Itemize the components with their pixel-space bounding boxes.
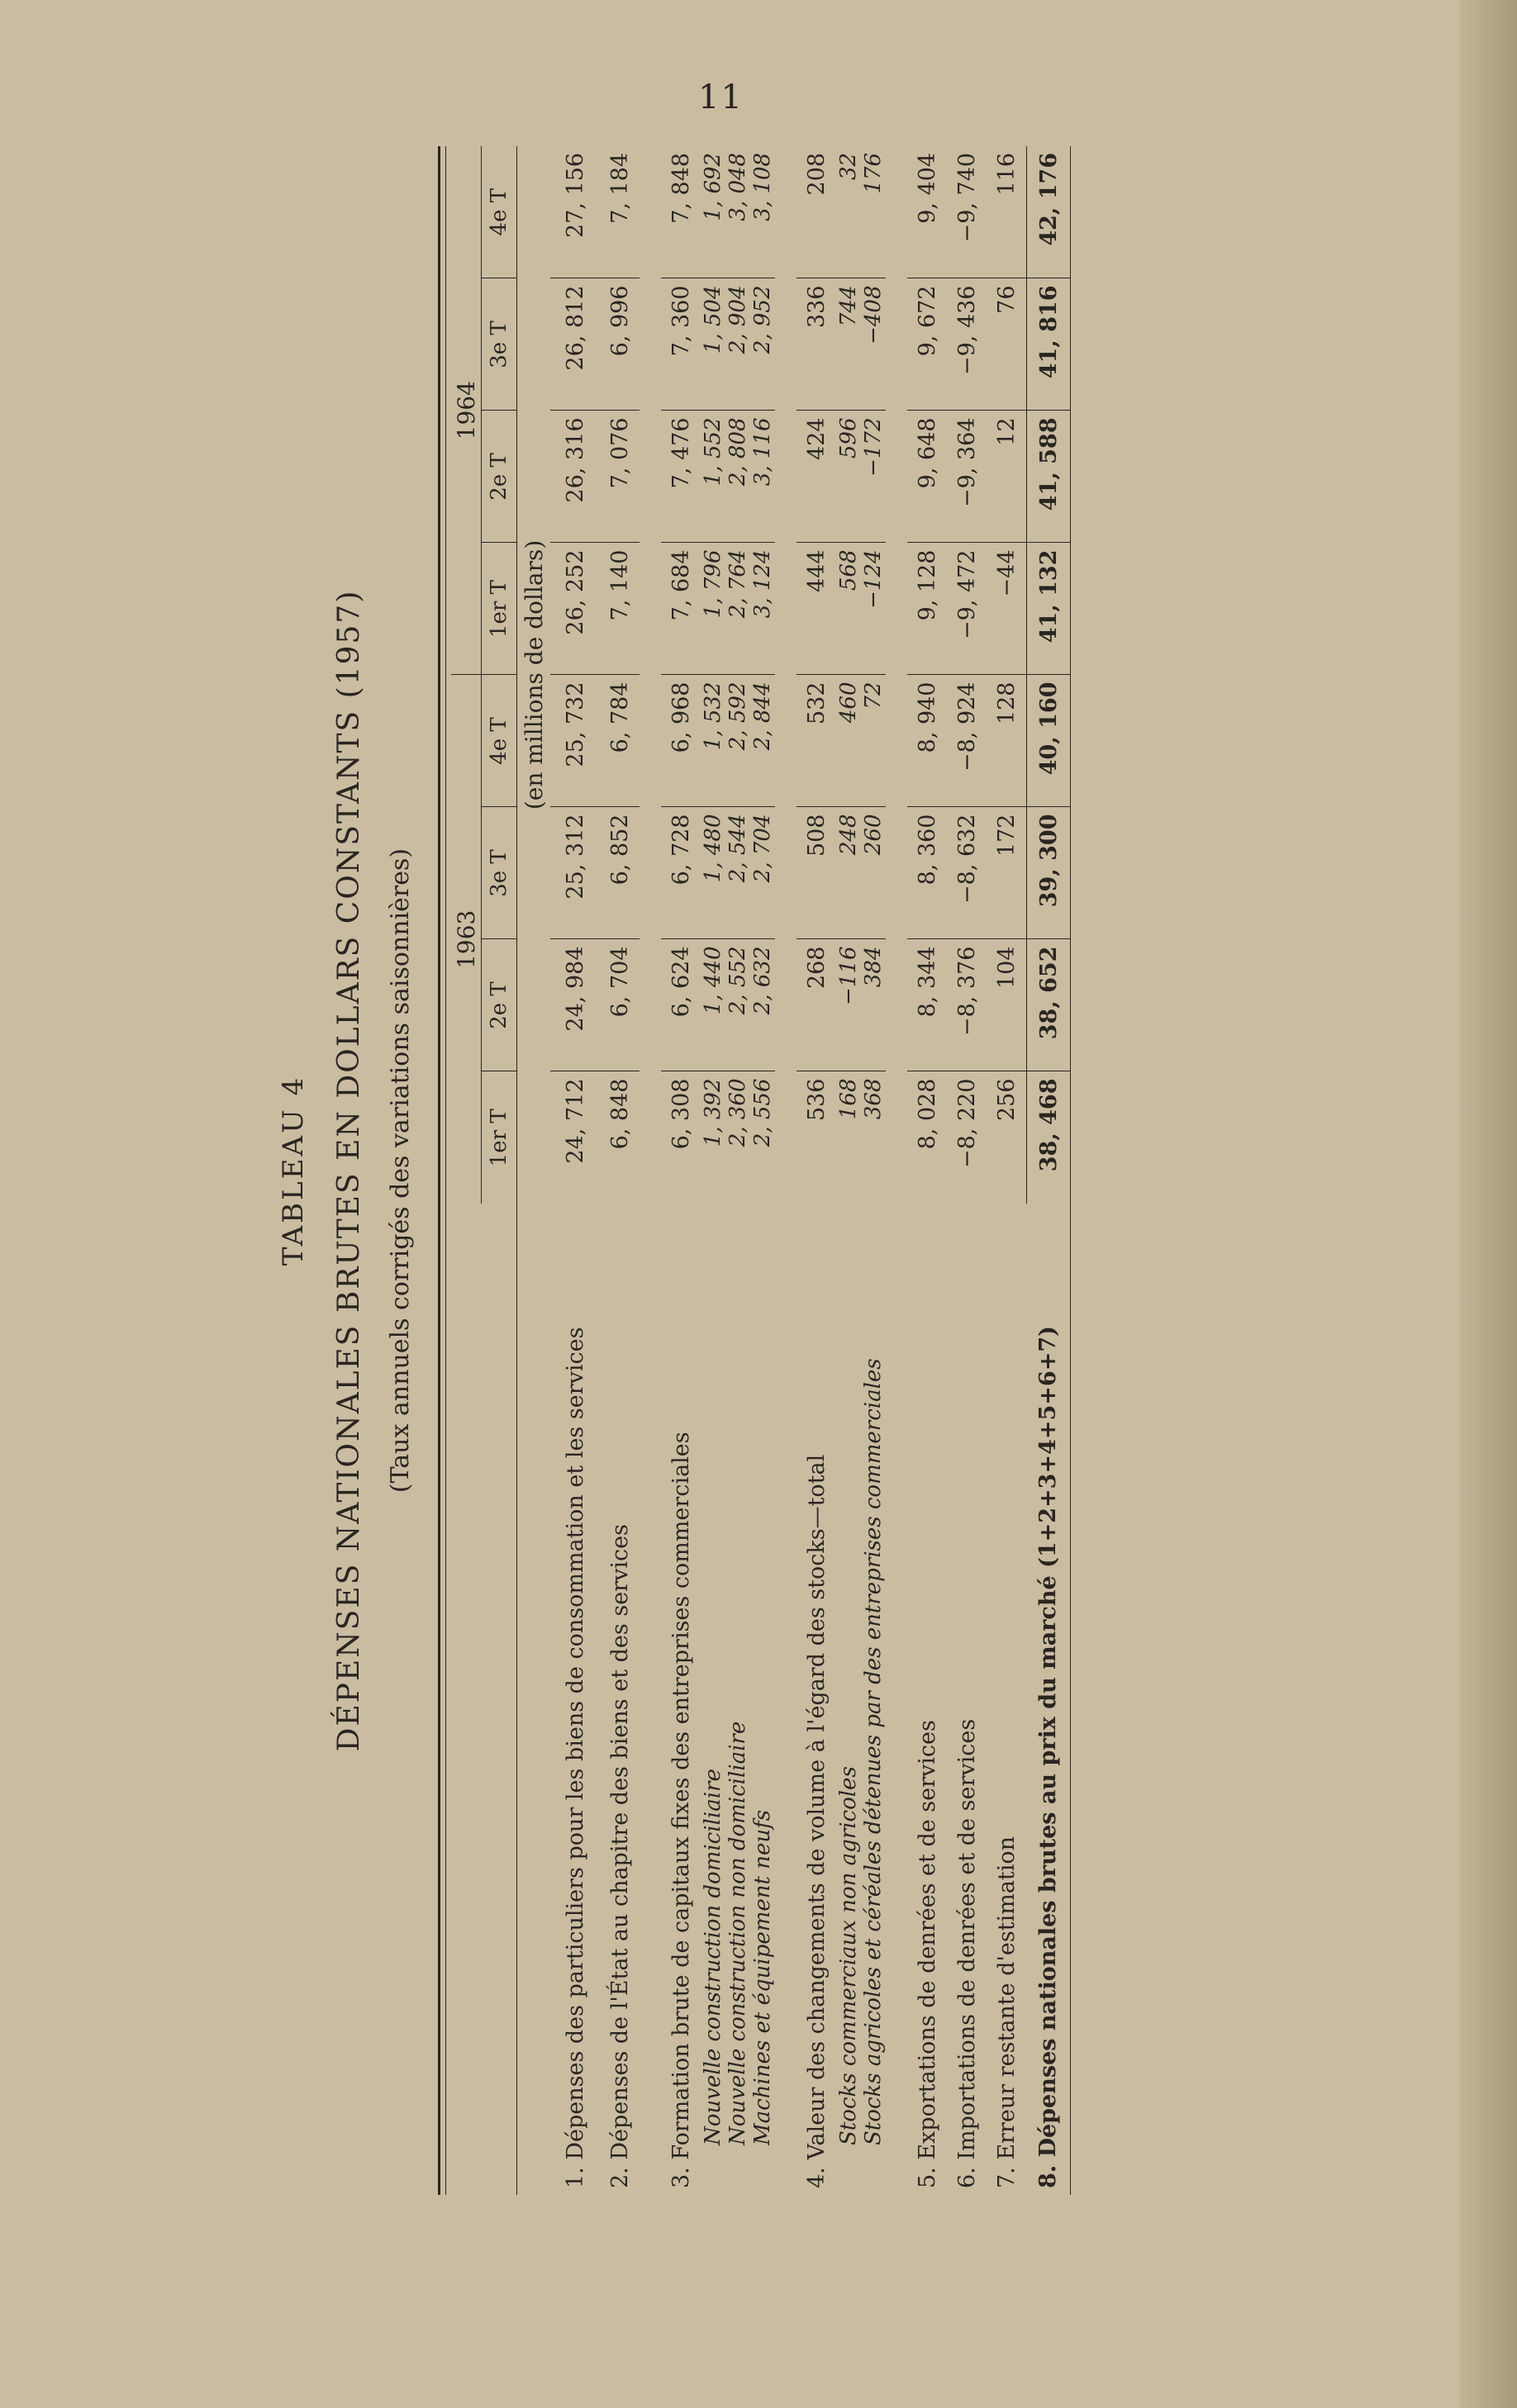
cell: 7, 684 [661, 543, 701, 675]
cell: 8, 344 [907, 939, 947, 1071]
cell: 6, 848 [606, 1078, 633, 1150]
cell: 9, 672 [907, 278, 947, 411]
cell: 26, 252 [550, 543, 600, 675]
cell: 508 [797, 807, 836, 939]
row-label-total: 8. Dépenses nationales brutes au prix du marché (1+2+3+4+5+6+7) [1035, 1326, 1062, 2188]
cell: −124 [861, 543, 886, 675]
table-row [661, 146, 701, 2195]
cell: 72 [861, 675, 886, 807]
cell: 1, 440 [701, 939, 725, 1071]
cell: 3, 116 [750, 411, 775, 543]
year-1964: 1964 [451, 146, 482, 675]
cell: −9, 436 [947, 278, 987, 411]
cell: 26, 316 [550, 411, 600, 543]
year-header-row [451, 146, 482, 2195]
cell: −8, 632 [947, 807, 987, 939]
row-label: Stocks agricoles et céréales détenues par des entreprises commerciales [861, 1358, 886, 2145]
row-label: 3. Formation brute de capitaux fixes des entreprises commerciales [668, 1432, 694, 2188]
cell: 268 [797, 939, 836, 1071]
cell: −9, 364 [947, 411, 987, 543]
cell: 9, 128 [907, 543, 947, 675]
cell: 12 [987, 411, 1027, 543]
cell: 2, 632 [750, 939, 775, 1071]
page-number: 11 [698, 78, 744, 116]
table-title: DÉPENSES NATIONALES BRUTES EN DOLLARS CONSTANTS (1957) [332, 589, 366, 1752]
cell: 76 [987, 278, 1027, 411]
cell: 1, 480 [701, 807, 725, 939]
cell: 128 [987, 675, 1027, 807]
quarter-header: 4e T [482, 675, 517, 807]
cell: 116 [987, 146, 1027, 278]
cell: 8, 360 [907, 807, 947, 939]
table-row-sub [701, 146, 725, 2195]
cell: 2, 592 [725, 675, 750, 807]
table-row [550, 146, 600, 2195]
cell: 24, 984 [550, 939, 600, 1071]
cell: −8, 924 [947, 675, 987, 807]
cell: 532 [797, 675, 836, 807]
cell: 336 [797, 278, 836, 411]
cell: 1, 692 [701, 146, 725, 278]
bottom-rule [1071, 146, 1075, 2195]
table-row [947, 146, 987, 2195]
cell: 27, 156 [550, 146, 600, 278]
cell: −172 [861, 411, 886, 543]
cell: 2, 552 [725, 939, 750, 1071]
cell: 1, 532 [701, 675, 725, 807]
cell: 424 [797, 411, 836, 543]
cell: 176 [861, 146, 886, 278]
quarter-header: 3e T [482, 807, 517, 939]
table-subtitle: (Taux annuels corrigés des variations saisonnières) [386, 848, 415, 1494]
quarter-header: 4e T [482, 146, 517, 278]
cell: −44 [987, 543, 1027, 675]
cell: 7, 076 [600, 411, 640, 543]
cell: 8, 028 [914, 1078, 940, 1150]
cell: −9, 472 [947, 543, 987, 675]
cell: 2, 764 [725, 543, 750, 675]
cell: 25, 732 [550, 675, 600, 807]
cell: 6, 308 [668, 1078, 694, 1150]
cell: 26, 812 [550, 278, 600, 411]
row-label: Machines et équipement neufs [750, 1809, 775, 2145]
cell: 384 [861, 939, 886, 1071]
quarter-header: 1er T [482, 543, 517, 675]
cell: −116 [836, 939, 861, 1071]
units-label: (en millions de dollars) [520, 539, 548, 810]
cell: −8, 376 [947, 939, 987, 1071]
cell: 8, 940 [907, 675, 947, 807]
cell: 568 [836, 543, 861, 675]
cell: 1, 392 [701, 1078, 725, 1147]
cell: 168 [836, 1078, 861, 1120]
cell: 248 [836, 807, 861, 939]
cell: 7, 360 [661, 278, 701, 411]
cell-total: 39, 300 [1027, 807, 1071, 939]
cell: 9, 404 [907, 146, 947, 278]
table-row-sub [725, 146, 750, 2195]
data-table [438, 146, 1074, 2195]
cell-total: 42, 176 [1027, 146, 1071, 278]
units-row [517, 146, 551, 2195]
row-label: Nouvelle construction non domiciliaire [725, 1721, 750, 2145]
cell: 25, 312 [550, 807, 600, 939]
cell: 536 [803, 1078, 830, 1122]
cell: 2, 952 [750, 278, 775, 411]
cell-total: 40, 160 [1027, 675, 1071, 807]
cell: 2, 360 [725, 1078, 750, 1147]
cell: 6, 704 [600, 939, 640, 1071]
cell: 2, 544 [725, 807, 750, 939]
table-row-sub [861, 146, 886, 2195]
cell: 7, 476 [661, 411, 701, 543]
cell: −408 [861, 278, 886, 411]
cell: 260 [861, 807, 886, 939]
row-label: 7. Erreur restante d'estimation [993, 1836, 1020, 2188]
year-1963: 1963 [451, 675, 482, 1204]
cell: 6, 852 [600, 807, 640, 939]
cell: −9, 740 [947, 146, 987, 278]
row-label: 4. Valeur des changements de volume à l'égard des stocks—total [803, 1454, 830, 2188]
table-row [987, 146, 1027, 2195]
row-label: 6. Importations de denrées et de services [953, 1718, 980, 2188]
cell: 6, 624 [661, 939, 701, 1071]
cell: 104 [987, 939, 1027, 1071]
cell: 1, 504 [701, 278, 725, 411]
cell: 596 [836, 411, 861, 543]
quarter-header: 1er T [482, 1071, 517, 1204]
cell: 3, 048 [725, 146, 750, 278]
cell: 6, 968 [661, 675, 701, 807]
quarter-header: 3e T [482, 278, 517, 411]
cell: 2, 808 [725, 411, 750, 543]
cell: 2, 844 [750, 675, 775, 807]
table-row [907, 146, 947, 2195]
quarter-header: 2e T [482, 939, 517, 1071]
row-label: 1. Dépenses des particuliers pour les biens de consommation et les services [562, 1327, 588, 2188]
row-label: Stocks commerciaux non agricoles [836, 1766, 861, 2145]
table-row-sub [750, 146, 775, 2195]
cell: 3, 124 [750, 543, 775, 675]
cell: 1, 796 [701, 543, 725, 675]
cell: 6, 996 [600, 278, 640, 411]
cell-total: 38, 468 [1027, 1071, 1071, 1204]
table-row-total [1027, 146, 1071, 2195]
cell: 24, 712 [562, 1078, 588, 1164]
cell: 256 [993, 1078, 1020, 1122]
table-row-sub [836, 146, 861, 2195]
cell: 744 [836, 278, 861, 411]
cell: 368 [861, 1078, 886, 1120]
cell: 7, 140 [600, 543, 640, 675]
table-row [797, 146, 836, 2195]
cell: 2, 556 [750, 1078, 775, 1147]
cell: 1, 552 [701, 411, 725, 543]
table-caption: TABLEAU 4 [277, 1075, 310, 1266]
cell-total: 41, 816 [1027, 278, 1071, 411]
row-label: 5. Exportations de denrées et de services [914, 1720, 940, 2188]
cell: 3, 108 [750, 146, 775, 278]
cell-total: 38, 652 [1027, 939, 1071, 1071]
cell: 208 [797, 146, 836, 278]
table-row [600, 146, 640, 2195]
cell: 6, 728 [661, 807, 701, 939]
cell: 7, 848 [661, 146, 701, 278]
cell: 32 [836, 146, 861, 278]
row-label: 2. Dépenses de l'État au chapitre des biens et des services [606, 1524, 633, 2188]
cell: 444 [797, 543, 836, 675]
cell: 2, 904 [725, 278, 750, 411]
quarter-header-row [482, 146, 517, 2195]
cell-total: 41, 588 [1027, 411, 1071, 543]
cell: 460 [836, 675, 861, 807]
top-rule [440, 146, 446, 2195]
cell: 7, 184 [600, 146, 640, 278]
cell: 9, 648 [907, 411, 947, 543]
cell-total: 41, 132 [1027, 543, 1071, 675]
cell: 2, 704 [750, 807, 775, 939]
cell: 6, 784 [600, 675, 640, 807]
cell: −8, 220 [953, 1078, 980, 1169]
cell: 172 [987, 807, 1027, 939]
quarter-header: 2e T [482, 411, 517, 543]
row-label: Nouvelle construction domiciliaire [701, 1769, 725, 2145]
